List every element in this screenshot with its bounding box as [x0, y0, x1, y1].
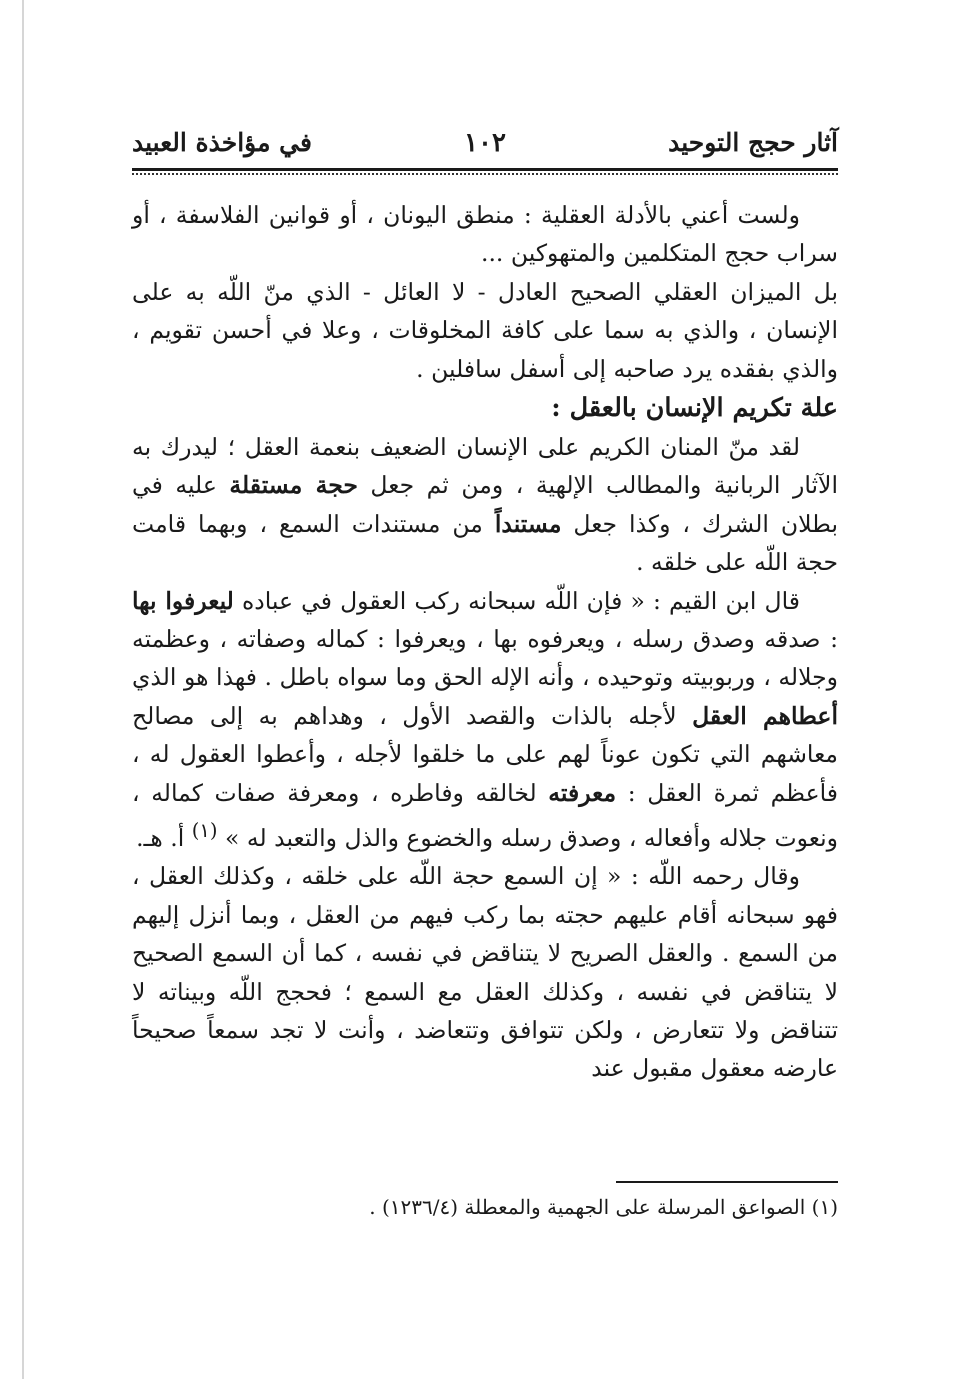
- footnote: (١) الصواعق المرسلة على الجهمية والمعطلة (١٢٣٦/٤) .: [369, 1195, 838, 1219]
- paragraph: بل الميزان العقلي الصحيح العادل - لا العائل - الذي منّ اللّه به على الإنسان ، والذي به سما على كافة المخلوقات ، وعلا في أحسن تقويم ، والذي بفقده يرد صاحبه إلى أسفل سافلين .: [132, 277, 838, 383]
- quotation-paragraph: وقال رحمه اللّه : « إن السمع حجة اللّه على خلقه ، وكذلك العقل ، فهو سبحانه أقام عليهم حجته بما ركب فيهم من العقل ، وبما أنزل إليهم من السمع . والعقل الصريح لا يتناقض في نفسه ، كما أن السمع الصحيح لا يتناقض في نفسه ، وكذلك العقل مع السمع ؛ فحجج اللّه وبيناته لا تتناقض ولا تتعارض ، ولكن تتوافق وتتعاضد ، وأنت لا تجد سمعاً صحيحاً عارضه معقول مقبول عند: [132, 862, 838, 1083]
- paragraph: ولست أعني بالأدلة العقلية : منطق اليونان ، أو قوانين الفلاسفة ، أو سراب حجج المتكلمين والمتهوكين ...: [132, 201, 838, 268]
- page-edge-line: [22, 0, 24, 1379]
- header-ornament-rule: [132, 173, 838, 175]
- paragraph: لقد منّ المنان الكريم على الإنسان الضعيف بنعمة العقل ؛ ليدرك به الآثار الربانية والمطالب الإلهية ، ومن ثم جعل حجة مستقلة عليه في بطلان الشرك ، وكذا جعل مستنداً من مستندات السمع ، وبهما قامت حجة اللّه على خلقه .: [132, 433, 838, 577]
- bold-term: مستنداً: [494, 509, 562, 538]
- bold-term: أعطاهم العقل: [692, 701, 838, 730]
- book-title: آثار حجج التوحيد: [668, 128, 838, 157]
- section-heading: علة تكريم الإنسان بالعقل :: [551, 393, 838, 424]
- footnote-reference[interactable]: (١): [191, 819, 218, 843]
- bold-term: معرفته: [548, 778, 617, 807]
- page-number: ١٠٢: [464, 128, 506, 158]
- main-text: [132, 196, 838, 1088]
- bold-term: حجة مستقلة: [229, 471, 358, 500]
- footnote-separator: [616, 1181, 838, 1183]
- header-rule: [132, 168, 838, 171]
- book-subtitle: في مؤاخذة العبيد: [132, 128, 312, 157]
- bold-term: ليعرفوا بها: [132, 586, 234, 615]
- running-header: [132, 128, 838, 164]
- quotation-paragraph: قال ابن القيم : « فإن اللّه سبحانه ركب العقول في عباده ليعرفوا بها : صدقه وصدق رسله ، ويعرفوه بها ، ويعرفوا : كماله وصفاته ، وعظمته وجلاله ، وربوبيته وتوحيده ، وأنه الإله الحق وما سواه باطل . فهذا هو الذي أعطاهم العقل لأجله بالذات والقصد الأول ، وهداهم به إلى مصالح معاشهم التي تكون عوناً لهم على ما خلقوا لأجله ، وأعطوا العقول له ، فأعظم ثمرة العقل : معرفته لخالقه وفاطره ، ومعرفة صفات كماله ، ونعوت جلاله وأفعاله ، وصدق رسله والخضوع والذل والتعبد له » $^{(١)}$ أ. هـ.: [132, 586, 838, 852]
